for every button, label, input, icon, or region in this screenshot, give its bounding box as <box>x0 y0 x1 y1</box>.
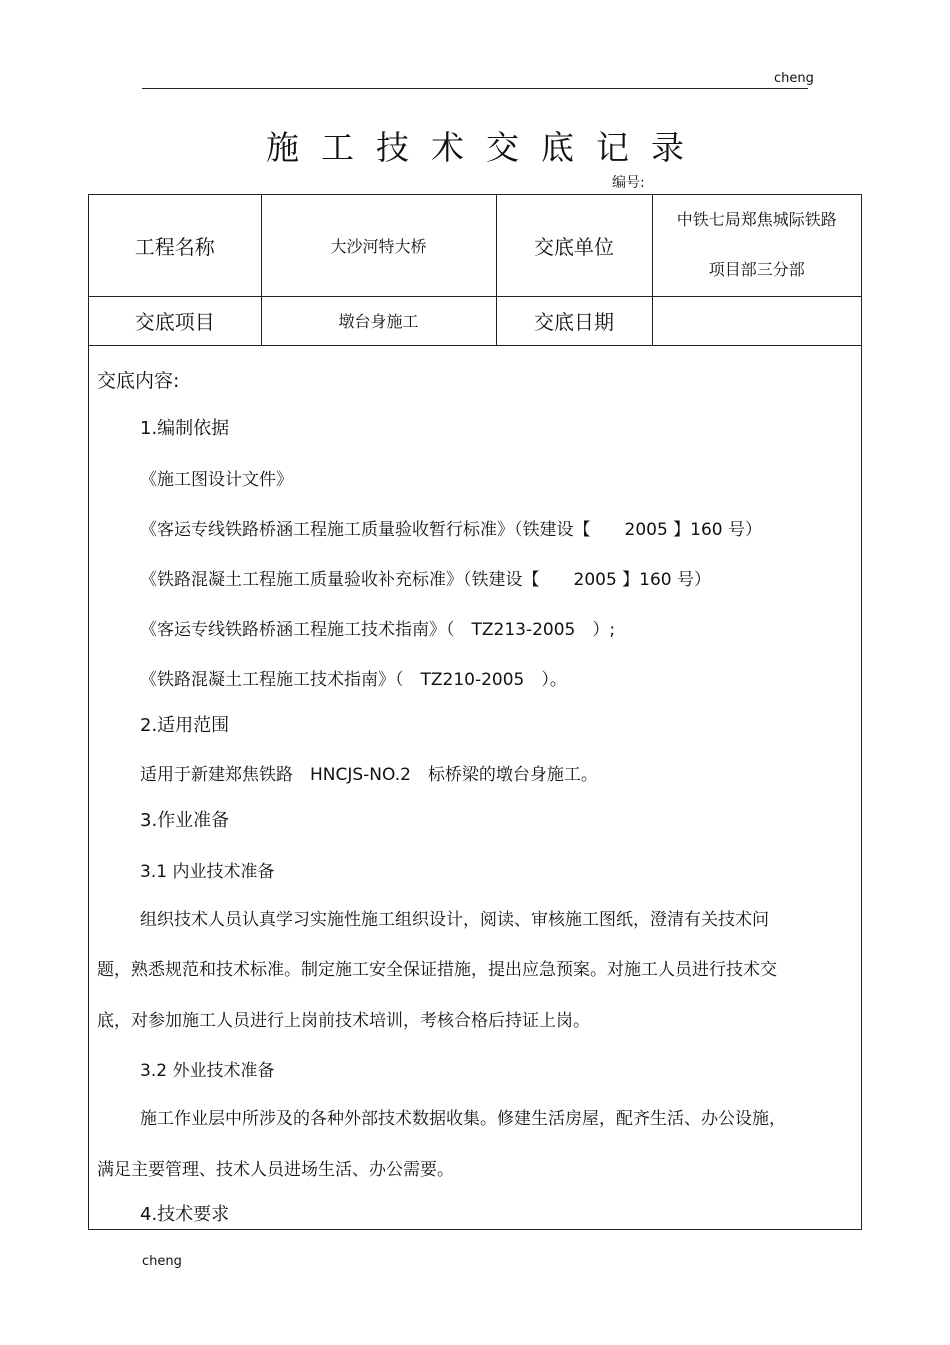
header-text: cheng <box>774 71 814 86</box>
unit-value-line2: 项目部三分部 <box>708 260 805 280</box>
date-value <box>652 296 861 345</box>
document-title: 施工技术交底记录 <box>266 128 706 167</box>
reference-4: 《客运专线铁路桥涵工程施工技术指南》（ TZ213-2005 ）; <box>140 620 616 640</box>
item-value: 墩台身施工 <box>261 296 496 345</box>
reference-1: 《施工图设计文件》 <box>140 470 293 490</box>
paragraph-1-line-1: 组织技术人员认真学习实施性施工组织设计，阅读、审核施工图纸，澄清有关技术问 <box>140 910 769 930</box>
serial-number-label: 编号: <box>612 175 645 191</box>
paragraph-2-line-2: 满足主要管理、技术人员进场生活、办公需要。 <box>97 1160 454 1180</box>
section-2-heading: 2.适用范围 <box>140 715 230 736</box>
info-row-project <box>89 195 861 296</box>
project-name-label: 工程名称 <box>89 195 261 296</box>
section-3-2-heading: 3.2 外业技术准备 <box>140 1061 275 1081</box>
header-rule <box>142 88 808 89</box>
unit-value-line1: 中铁七局郑焦城际铁路 <box>676 210 837 230</box>
scope-text: 适用于新建郑焦铁路 HNCJS-NO.2 标桥梁的墩台身施工。 <box>140 765 598 785</box>
info-table <box>89 195 861 346</box>
paragraph-2-line-1: 施工作业层中所涉及的各种外部技术数据收集。修建生活房屋，配齐生活、办公设施， <box>140 1109 786 1129</box>
reference-3: 《铁路混凝土工程施工质量验收补充标准》（铁建设【 2005 】160 号） <box>140 570 712 590</box>
reference-5: 《铁路混凝土工程施工技术指南》（ TZ210-2005 ）。 <box>140 670 567 690</box>
section-3-1-heading: 3.1 内业技术准备 <box>140 862 275 882</box>
footer-text: cheng <box>142 1254 182 1269</box>
content-heading: 交底内容: <box>97 370 180 392</box>
reference-2: 《客运专线铁路桥涵工程施工质量验收暂行标准》（铁建设【 2005 】160 号） <box>140 520 763 540</box>
unit-label: 交底单位 <box>496 195 652 296</box>
section-4-heading: 4.技术要求 <box>140 1204 230 1225</box>
paragraph-1-line-3: 底，对参加施工人员进行上岗前技术培训，考核合格后持证上岗。 <box>97 1011 590 1031</box>
date-label: 交底日期 <box>496 296 652 345</box>
info-row-item <box>89 296 861 345</box>
section-1-heading: 1.编制依据 <box>140 418 230 439</box>
item-label: 交底项目 <box>89 296 261 345</box>
section-3-heading: 3.作业准备 <box>140 810 230 831</box>
project-name-value: 大沙河特大桥 <box>261 195 496 296</box>
record-sheet <box>88 194 862 1230</box>
paragraph-1-line-2: 题，熟悉规范和技术标准。制定施工安全保证措施，提出应急预案。对施工人员进行技术交 <box>97 960 777 980</box>
unit-value <box>652 195 861 296</box>
